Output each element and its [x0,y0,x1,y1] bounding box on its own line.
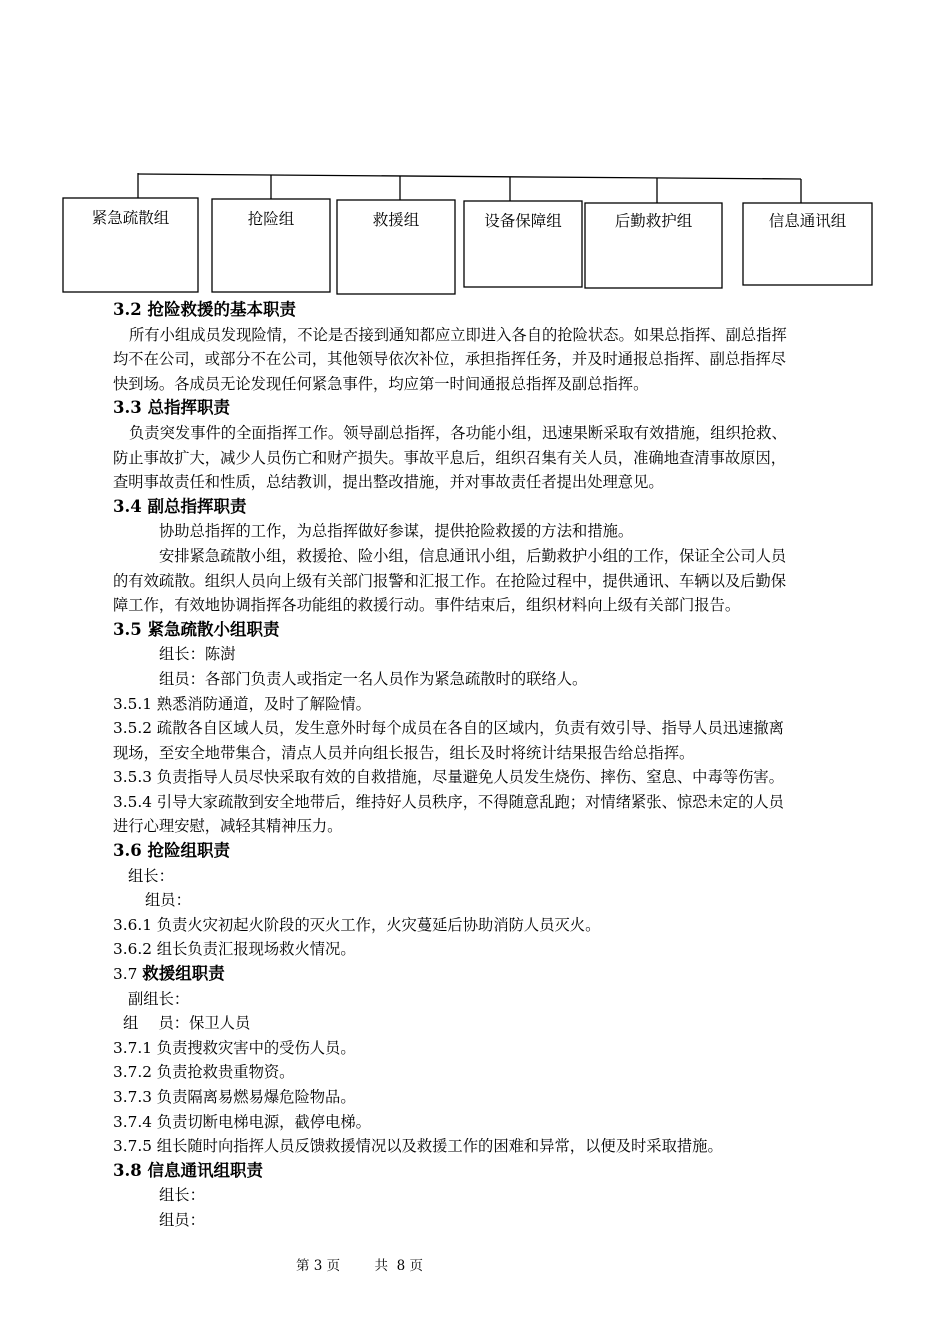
section-title: 救援组职责 [142,964,225,984]
group-members: 组员： [145,891,191,910]
section-heading: 3.5 紧急疏散小组职责 [113,619,280,639]
list-item: 3.7.4 负责切断电梯电源，截停电梯。 [113,1112,371,1131]
list-item: 3.7.5 组长随时向指挥人员反馈救援情况以及救援工作的困难和异常，以便及时采取措施。 [113,1137,723,1156]
page-number: 第 3 页 [296,1258,341,1274]
section-heading: 3.2 抢险救援的基本职责 [113,300,296,319]
section-number: 3.7 [113,965,143,984]
group-leader: 组长：陈澍 [159,645,236,664]
list-item-continuation: 现场，至安全地带集合，清点人员并向组长报告，组长及时将统计结果报告给总指挥。 [113,743,695,762]
list-item: 3.5.2 疏散各自区域人员，发生意外时每个成员在各自的区域内，负责有效引导、指导人员迅速撤离 [113,719,784,738]
list-item: 3.6.1 负责火灾初起火阶段的灭火工作，火灾蔓延后协助消防人员灭火。 [113,915,601,934]
org-chart [0,0,950,300]
paragraph-line: 障工作，有效地协调指挥各功能组的救援行动。事件结束后，组织材料向上级有关部门报告。 [113,596,741,615]
paragraph-line: 的有效疏散。组织人员向上级有关部门报警和汇报工作。在抢险过程中，提供通讯、车辆以及后勤保 [113,571,787,590]
page-footer [296,1254,423,1274]
list-item: 3.5.1 熟悉消防通道，及时了解险情。 [113,694,371,713]
box-label-rescue: 救援组 [372,211,420,229]
paragraph-line: 均不在公司，或部分不在公司，其他领导依次补位，承担指挥任务，并及时通报总指挥、副总指挥尽 [113,350,787,369]
paragraph-line: 防止事故扩大，减少人员伤亡和财产损失。事故平息后，组织召集有关人员，准确地查清事故原因， [113,448,787,467]
section-heading: 3.8 信息通讯组职责 [113,1160,263,1180]
box-label-communication: 信息通讯组 [768,212,847,230]
page-total: 共 8 页 [374,1258,423,1274]
section-heading: 3.3 总指挥职责 [113,398,230,418]
paragraph-line: 所有小组成员发现险情，不论是否接到通知都应立即进入各自的抢险状态。如果总指挥、副总指挥 [129,325,787,344]
section-heading: 3.4 副总指挥职责 [113,496,247,516]
paragraph-line: 安排紧急疏散小组，救援抢、险小组，信息通讯小组，后勤救护小组的工作，保证全公司人员 [159,546,787,565]
list-item: 3.7.1 负责搜救灾害中的受伤人员。 [113,1038,356,1057]
section-heading [113,962,853,987]
box-label-equipment: 设备保障组 [484,212,562,230]
list-item: 3.7.3 负责隔离易燃易爆危险物品。 [113,1088,356,1106]
box-label-logistics: 后勤救护组 [614,212,693,230]
paragraph-line: 快到场。各成员无论发现任何紧急事件，均应第一时间通报总指挥及副总指挥。 [113,374,649,393]
list-item: 3.7.2 负责抢救贵重物资。 [113,1063,295,1082]
paragraph-line: 负责突发事件的全面指挥工作。领导副总指挥，各功能小组，迅速果断采取有效措施，组织抢救、 [129,423,787,442]
group-members: 组 员：保卫人员 [123,1014,251,1033]
section-heading: 3.6 抢险组职责 [113,841,230,861]
list-item: 3.5.3 负责指导人员尽快采取有效的自救措施，尽量避免人员发生烧伤、摔伤、窒息、中毒等伤害。 [113,768,784,787]
list-item: 3.5.4 引导大家疏散到安全地带后，维持好人员秩序，不得随意乱跑；对情绪紧张、惊恐未定的人员 [113,792,784,811]
group-leader: 组长： [159,1186,205,1205]
group-members: 组员：各部门负责人或指定一名人员作为紧急疏散时的联络人。 [159,669,588,688]
box-label-evacuation: 紧急疏散组 [91,209,170,227]
list-item-continuation: 进行心理安慰，减轻其精神压力。 [113,817,343,836]
document-body [113,298,853,1233]
group-leader: 副组长： [128,989,190,1008]
chart-top-connector [138,174,801,179]
box-label-emergency: 抢险组 [247,210,295,228]
paragraph-line: 协助总指挥的工作，为总指挥做好参谋，提供抢险救援的方法和措施。 [159,522,634,541]
paragraph-line: 查明事故责任和性质，总结教训，提出整改措施，并对事故责任者提出处理意见。 [113,473,664,492]
group-members: 组员： [159,1210,205,1229]
list-item: 3.6.2 组长负责汇报现场救火情况。 [113,940,356,959]
group-leader: 组长： [128,866,174,885]
